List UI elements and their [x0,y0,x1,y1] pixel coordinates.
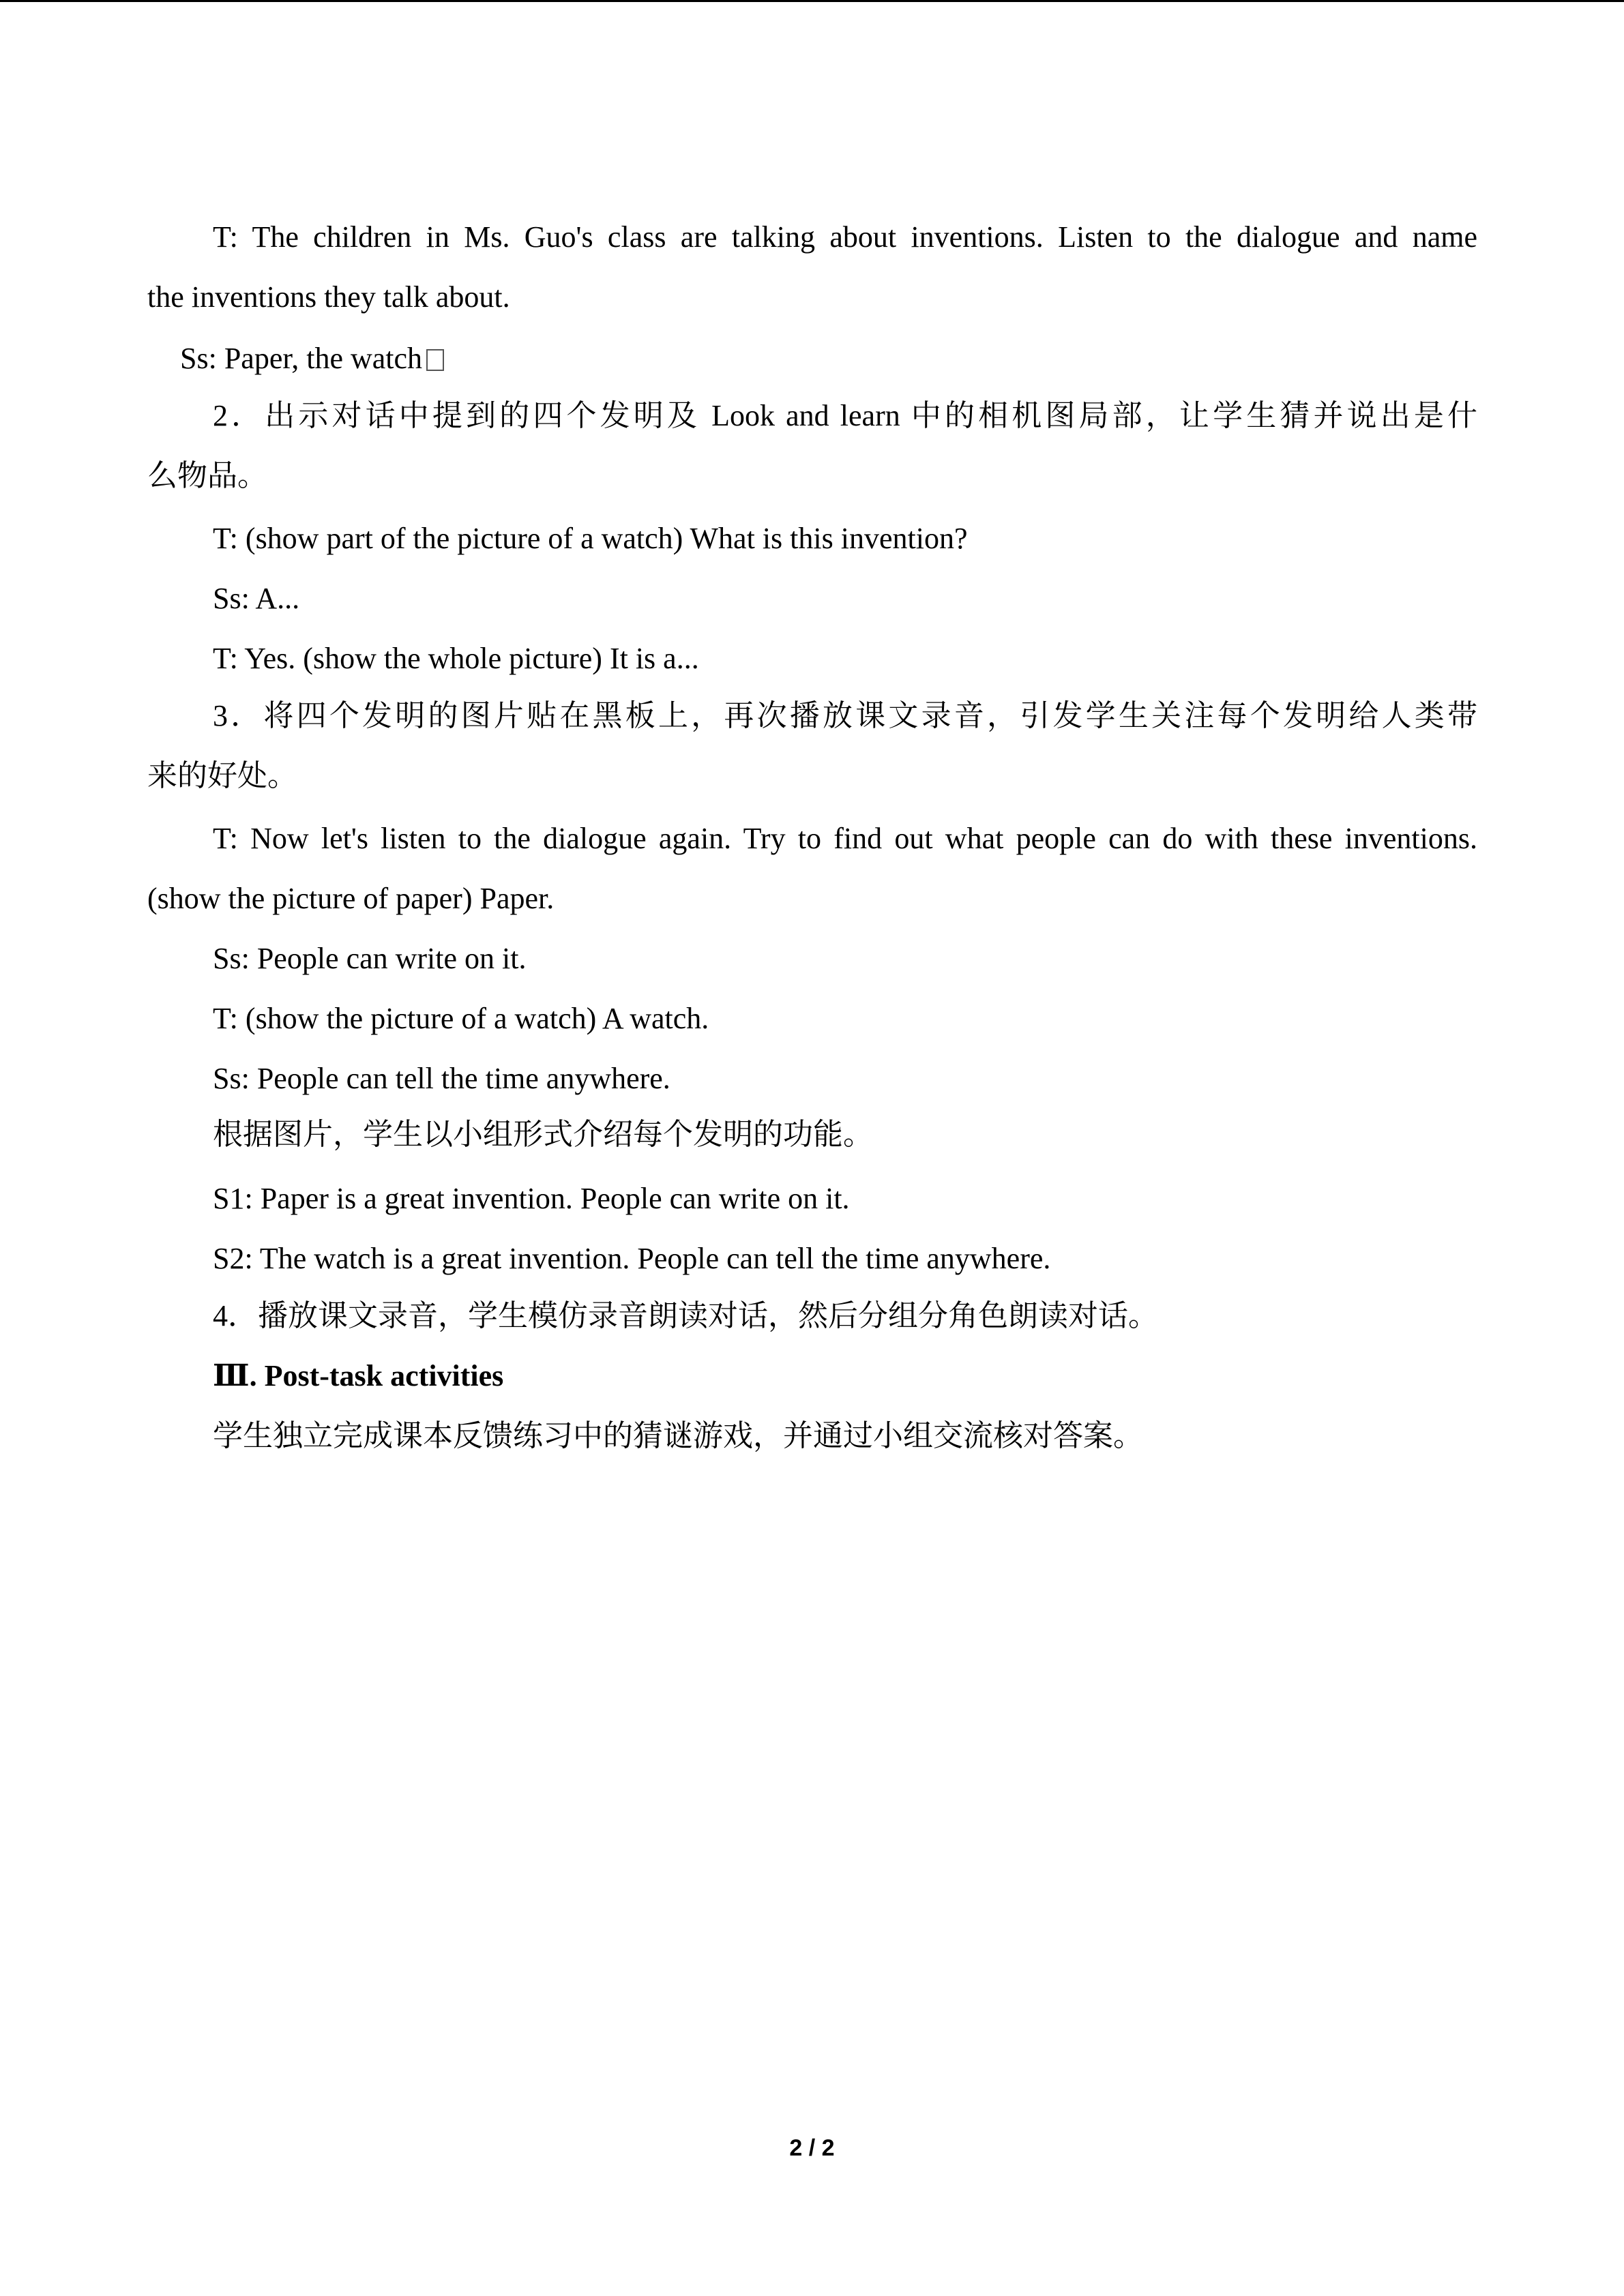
paragraph-line: T: Yes. (show the whole picture) It is a... [213,642,699,675]
paragraph-line: T: The children in Ms. Guo's class are talking about inventions. Listen to the dialogue and name [213,220,1477,254]
paragraph-line: the inventions they talk about. [147,280,510,314]
paragraph-line: 学生独立完成课本反馈练习中的猜谜游戏，并通过小组交流核对答案。 [213,1419,1143,1452]
paragraph-line: Ss: People can tell the time anywhere. [213,1062,670,1095]
paragraph-line: T: (show part of the picture of a watch) What is this invention? [213,522,968,555]
paragraph-line: T: (show the picture of a watch) A watch. [213,1002,709,1035]
paragraph-line: 3．将四个发明的图片贴在黑板上，再次播放课文录音，引发学生关注每个发明给人类带 [213,699,1477,732]
paragraph-line: Ss: A... [213,582,300,615]
paragraph-line: T: Now let's listen to the dialogue again. Try to find out what people can do with these inventions. [213,822,1477,855]
paragraph-line: 来的好处。 [147,759,297,792]
paragraph-line: (show the picture of paper) Paper. [147,882,555,915]
paragraph-line-text: Ss: Paper, the watch [180,342,423,375]
paragraph-line: 根据图片，学生以小组形式介绍每个发明的功能。 [213,1118,873,1151]
top-border [0,0,1624,2]
missing-glyph-box [426,349,444,371]
paragraph-line: 4．播放课文录音，学生模仿录音朗读对话，然后分组分角色朗读对话。 [213,1299,1158,1332]
page-indicator: 2 / 2 [789,2135,835,2161]
section-heading: Ⅲ. Post-task activities [213,1359,504,1392]
paragraph-line: S1: Paper is a great invention. People can write on it. [213,1182,850,1215]
paragraph-line: S2: The watch is a great invention. People can tell the time anywhere. [213,1242,1051,1275]
paragraph-line [180,338,444,379]
paragraph-line: Ss: People can write on it. [213,942,527,975]
paragraph-line: 么物品。 [147,459,267,492]
paragraph-line: 2．出示对话中提到的四个发明及 Look and learn 中的相机图局部，让学生猜并说出是什 [213,399,1477,432]
